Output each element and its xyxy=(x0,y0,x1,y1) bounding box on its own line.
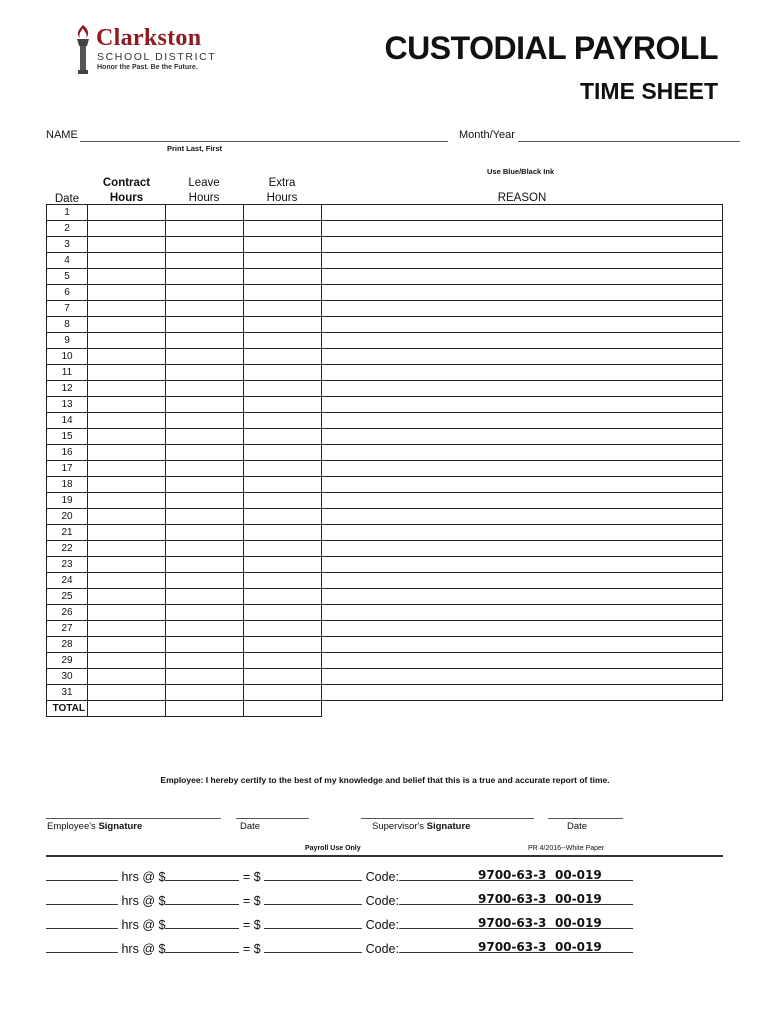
leave-header-line2: Hours xyxy=(188,192,220,204)
contract-hours-cell[interactable] xyxy=(88,557,166,573)
extra-hours-cell[interactable] xyxy=(244,477,322,493)
extra-hours-cell[interactable] xyxy=(244,381,322,397)
ink-note: Use Blue/Black Ink xyxy=(487,167,555,176)
contract-hours-cell[interactable] xyxy=(88,541,166,557)
table-row xyxy=(47,285,723,301)
payroll-use-label: Payroll Use Only xyxy=(305,845,361,852)
table-row xyxy=(47,653,723,669)
hrs-at-label: hrs @ $ xyxy=(121,870,166,884)
rate-field[interactable] xyxy=(165,894,239,905)
reason-cell[interactable] xyxy=(322,685,723,701)
extra-total-cell[interactable] xyxy=(244,701,322,717)
reason-cell[interactable] xyxy=(322,589,723,605)
day-number: 23 xyxy=(47,557,88,573)
reason-cell[interactable] xyxy=(322,541,723,557)
day-number: 29 xyxy=(47,653,88,669)
district-logo xyxy=(72,24,242,76)
leave-hours-cell[interactable] xyxy=(166,365,244,381)
day-number: 28 xyxy=(47,637,88,653)
reason-cell[interactable] xyxy=(322,269,723,285)
leave-hours-cell[interactable] xyxy=(166,477,244,493)
extra-hours-cell[interactable] xyxy=(244,333,322,349)
reason-header: REASON xyxy=(497,192,547,204)
object-code: 00-019 xyxy=(555,940,602,954)
contract-hours-cell[interactable] xyxy=(88,429,166,445)
day-number: 26 xyxy=(47,605,88,621)
rate-field[interactable] xyxy=(165,918,239,929)
reason-cell[interactable] xyxy=(322,397,723,413)
contract-total-cell[interactable] xyxy=(88,701,166,717)
table-row xyxy=(47,429,723,445)
code-label: Code: xyxy=(365,918,399,932)
object-code: 00-019 xyxy=(555,868,602,882)
reason-cell[interactable] xyxy=(322,509,723,525)
hours-field[interactable] xyxy=(46,918,118,929)
reason-cell[interactable] xyxy=(322,237,723,253)
leave-hours-cell[interactable] xyxy=(166,541,244,557)
amount-field[interactable] xyxy=(264,918,362,929)
leave-hours-cell[interactable] xyxy=(166,525,244,541)
day-number: 9 xyxy=(47,333,88,349)
leave-hours-cell[interactable] xyxy=(166,381,244,397)
code-label: Code: xyxy=(365,870,399,884)
hrs-at-label: hrs @ $ xyxy=(121,942,166,956)
hrs-at-label: hrs @ $ xyxy=(121,918,166,932)
payroll-divider xyxy=(46,855,723,857)
employee-signature-field[interactable] xyxy=(46,818,221,819)
leave-hours-cell[interactable] xyxy=(166,349,244,365)
supervisor-date-label: Date xyxy=(567,821,588,832)
contract-hours-cell[interactable] xyxy=(88,285,166,301)
name-field[interactable] xyxy=(80,141,448,142)
reason-cell[interactable] xyxy=(322,653,723,669)
extra-header-line1: Extra xyxy=(268,177,296,189)
total-row-spacer xyxy=(322,701,723,717)
rate-field[interactable] xyxy=(165,870,239,881)
time-sheet-table xyxy=(46,204,723,717)
table-row xyxy=(47,669,723,685)
table-row xyxy=(47,541,723,557)
leave-hours-cell[interactable] xyxy=(166,653,244,669)
employee-signature-label xyxy=(47,821,142,832)
table-row xyxy=(47,685,723,701)
leave-hours-header xyxy=(165,176,243,206)
equals-label: = $ xyxy=(242,894,261,908)
table-row xyxy=(47,621,723,637)
contract-hours-cell[interactable] xyxy=(88,525,166,541)
month-year-field[interactable] xyxy=(518,141,740,142)
extra-hours-cell[interactable] xyxy=(244,221,322,237)
extra-hours-cell[interactable] xyxy=(244,365,322,381)
supervisor-signature-label xyxy=(372,821,470,832)
extra-hours-cell[interactable] xyxy=(244,317,322,333)
contract-hours-header xyxy=(88,176,165,206)
table-row xyxy=(47,477,723,493)
contract-hours-cell[interactable] xyxy=(88,317,166,333)
leave-header-line1: Leave xyxy=(188,177,220,189)
hrs-at-label: hrs @ $ xyxy=(121,894,166,908)
extra-hours-cell[interactable] xyxy=(244,461,322,477)
table-row xyxy=(47,221,723,237)
leave-hours-cell[interactable] xyxy=(166,621,244,637)
leave-hours-cell[interactable] xyxy=(166,285,244,301)
hours-field[interactable] xyxy=(46,942,118,953)
amount-field[interactable] xyxy=(264,894,362,905)
amount-field[interactable] xyxy=(264,942,362,953)
total-label: TOTAL xyxy=(47,701,88,717)
object-code: 00-019 xyxy=(555,892,602,906)
day-number: 30 xyxy=(47,669,88,685)
reason-cell[interactable] xyxy=(322,333,723,349)
reason-cell[interactable] xyxy=(322,573,723,589)
contract-hours-cell[interactable] xyxy=(88,669,166,685)
reason-cell[interactable] xyxy=(322,429,723,445)
day-number: 20 xyxy=(47,509,88,525)
contract-hours-cell[interactable] xyxy=(88,397,166,413)
extra-hours-cell[interactable] xyxy=(244,653,322,669)
day-number: 13 xyxy=(47,397,88,413)
table-row xyxy=(47,573,723,589)
contract-hours-cell[interactable] xyxy=(88,653,166,669)
supervisor-date-field[interactable] xyxy=(548,818,623,819)
reason-cell[interactable] xyxy=(322,301,723,317)
leave-hours-cell[interactable] xyxy=(166,589,244,605)
name-label: NAME xyxy=(46,129,78,141)
contract-hours-cell[interactable] xyxy=(88,445,166,461)
contract-hours-cell[interactable] xyxy=(88,509,166,525)
extra-hours-cell[interactable] xyxy=(244,669,322,685)
table-row xyxy=(47,509,723,525)
date-column-header: Date xyxy=(54,193,80,205)
contract-hours-cell[interactable] xyxy=(88,493,166,509)
leave-hours-cell[interactable] xyxy=(166,669,244,685)
extra-hours-cell[interactable] xyxy=(244,285,322,301)
table-row xyxy=(47,365,723,381)
logo-name: Clarkston xyxy=(96,25,202,51)
account-code: 9700-63-3 xyxy=(478,868,547,882)
leave-total-cell[interactable] xyxy=(166,701,244,717)
hours-field[interactable] xyxy=(46,894,118,905)
day-number: 1 xyxy=(47,205,88,221)
extra-hours-cell[interactable] xyxy=(244,429,322,445)
supervisor-sig-prefix: Supervisor's xyxy=(372,821,427,832)
day-number: 12 xyxy=(47,381,88,397)
extra-hours-cell[interactable] xyxy=(244,557,322,573)
extra-hours-cell[interactable] xyxy=(244,253,322,269)
code-label: Code: xyxy=(365,894,399,908)
contract-hours-cell[interactable] xyxy=(88,461,166,477)
extra-hours-cell[interactable] xyxy=(244,445,322,461)
form-reference: PR 4/2016--White Paper xyxy=(528,845,605,852)
reason-cell[interactable] xyxy=(322,525,723,541)
contract-hours-cell[interactable] xyxy=(88,685,166,701)
day-number: 25 xyxy=(47,589,88,605)
leave-hours-cell[interactable] xyxy=(166,413,244,429)
table-row xyxy=(47,237,723,253)
leave-hours-cell[interactable] xyxy=(166,269,244,285)
table-row xyxy=(47,557,723,573)
table-row xyxy=(47,269,723,285)
leave-hours-cell[interactable] xyxy=(166,397,244,413)
reason-cell[interactable] xyxy=(322,413,723,429)
extra-hours-cell[interactable] xyxy=(244,509,322,525)
day-number: 19 xyxy=(47,493,88,509)
leave-hours-cell[interactable] xyxy=(166,205,244,221)
contract-hours-cell[interactable] xyxy=(88,237,166,253)
leave-hours-cell[interactable] xyxy=(166,557,244,573)
table-row xyxy=(47,397,723,413)
table-row xyxy=(47,413,723,429)
employee-date-label: Date xyxy=(240,821,261,832)
extra-hours-cell[interactable] xyxy=(244,685,322,701)
table-row xyxy=(47,253,723,269)
supervisor-sig-bold: Signature xyxy=(426,821,471,832)
employee-date-field[interactable] xyxy=(236,818,309,819)
extra-hours-cell[interactable] xyxy=(244,525,322,541)
table-row xyxy=(47,493,723,509)
contract-hours-cell[interactable] xyxy=(88,269,166,285)
reason-cell[interactable] xyxy=(322,605,723,621)
reason-cell[interactable] xyxy=(322,477,723,493)
day-number: 14 xyxy=(47,413,88,429)
extra-hours-cell[interactable] xyxy=(244,573,322,589)
leave-hours-cell[interactable] xyxy=(166,685,244,701)
reason-cell[interactable] xyxy=(322,637,723,653)
day-number: 15 xyxy=(47,429,88,445)
total-row xyxy=(47,701,723,717)
contract-hours-cell[interactable] xyxy=(88,365,166,381)
leave-hours-cell[interactable] xyxy=(166,333,244,349)
amount-field[interactable] xyxy=(264,870,362,881)
extra-hours-cell[interactable] xyxy=(244,589,322,605)
reason-cell[interactable] xyxy=(322,253,723,269)
leave-hours-cell[interactable] xyxy=(166,461,244,477)
extra-hours-header xyxy=(243,176,321,206)
contract-hours-cell[interactable] xyxy=(88,349,166,365)
day-number: 21 xyxy=(47,525,88,541)
leave-hours-cell[interactable] xyxy=(166,253,244,269)
reason-cell[interactable] xyxy=(322,365,723,381)
leave-hours-cell[interactable] xyxy=(166,605,244,621)
name-hint: Print Last, First xyxy=(167,144,223,153)
reason-cell[interactable] xyxy=(322,221,723,237)
leave-hours-cell[interactable] xyxy=(166,301,244,317)
equals-label: = $ xyxy=(242,918,261,932)
contract-hours-cell[interactable] xyxy=(88,637,166,653)
day-number: 22 xyxy=(47,541,88,557)
table-row xyxy=(47,637,723,653)
reason-cell[interactable] xyxy=(322,317,723,333)
day-number: 17 xyxy=(47,461,88,477)
account-code: 9700-63-3 xyxy=(478,892,547,906)
reason-cell[interactable] xyxy=(322,285,723,301)
leave-hours-cell[interactable] xyxy=(166,317,244,333)
contract-hours-cell[interactable] xyxy=(88,205,166,221)
extra-hours-cell[interactable] xyxy=(244,605,322,621)
reason-cell[interactable] xyxy=(322,669,723,685)
contract-header-line1: Contract xyxy=(102,177,151,189)
contract-hours-cell[interactable] xyxy=(88,605,166,621)
extra-header-line2: Hours xyxy=(266,192,298,204)
contract-hours-cell[interactable] xyxy=(88,301,166,317)
employee-sig-bold: Signature xyxy=(98,821,143,832)
hours-field[interactable] xyxy=(46,870,118,881)
day-number: 27 xyxy=(47,621,88,637)
account-code: 9700-63-3 xyxy=(478,916,547,930)
table-row xyxy=(47,349,723,365)
account-code: 9700-63-3 xyxy=(478,940,547,954)
contract-hours-cell[interactable] xyxy=(88,589,166,605)
contract-hours-cell[interactable] xyxy=(88,573,166,589)
reason-cell[interactable] xyxy=(322,205,723,221)
torch-icon xyxy=(72,24,94,76)
month-year-label: Month/Year xyxy=(459,129,515,141)
reason-cell[interactable] xyxy=(322,621,723,637)
extra-hours-cell[interactable] xyxy=(244,397,322,413)
contract-hours-cell[interactable] xyxy=(88,477,166,493)
logo-subtitle: SCHOOL DISTRICT xyxy=(97,51,217,63)
leave-hours-cell[interactable] xyxy=(166,493,244,509)
extra-hours-cell[interactable] xyxy=(244,205,322,221)
leave-hours-cell[interactable] xyxy=(166,445,244,461)
day-number: 31 xyxy=(47,685,88,701)
contract-hours-cell[interactable] xyxy=(88,333,166,349)
day-number: 11 xyxy=(47,365,88,381)
leave-hours-cell[interactable] xyxy=(166,637,244,653)
contract-hours-cell[interactable] xyxy=(88,221,166,237)
day-number: 2 xyxy=(47,221,88,237)
extra-hours-cell[interactable] xyxy=(244,269,322,285)
table-row xyxy=(47,333,723,349)
table-row xyxy=(47,589,723,605)
day-number: 4 xyxy=(47,253,88,269)
table-row xyxy=(47,445,723,461)
leave-hours-cell[interactable] xyxy=(166,509,244,525)
equals-label: = $ xyxy=(242,942,261,956)
reason-cell[interactable] xyxy=(322,493,723,509)
logo-tagline: Honor the Past. Be the Future. xyxy=(97,64,198,71)
day-number: 16 xyxy=(47,445,88,461)
reason-cell[interactable] xyxy=(322,445,723,461)
reason-cell[interactable] xyxy=(322,349,723,365)
table-row xyxy=(47,461,723,477)
day-number: 6 xyxy=(47,285,88,301)
contract-hours-cell[interactable] xyxy=(88,381,166,397)
contract-hours-cell[interactable] xyxy=(88,621,166,637)
extra-hours-cell[interactable] xyxy=(244,413,322,429)
table-row xyxy=(47,301,723,317)
table-row xyxy=(47,525,723,541)
day-number: 10 xyxy=(47,349,88,365)
extra-hours-cell[interactable] xyxy=(244,637,322,653)
day-number: 24 xyxy=(47,573,88,589)
reason-cell[interactable] xyxy=(322,461,723,477)
contract-hours-cell[interactable] xyxy=(88,413,166,429)
day-number: 7 xyxy=(47,301,88,317)
contract-hours-cell[interactable] xyxy=(88,253,166,269)
table-row xyxy=(47,317,723,333)
extra-hours-cell[interactable] xyxy=(244,621,322,637)
reason-cell[interactable] xyxy=(322,381,723,397)
supervisor-signature-field[interactable] xyxy=(361,818,534,819)
extra-hours-cell[interactable] xyxy=(244,301,322,317)
extra-hours-cell[interactable] xyxy=(244,541,322,557)
contract-header-line2: Hours xyxy=(109,192,144,204)
extra-hours-cell[interactable] xyxy=(244,493,322,509)
rate-field[interactable] xyxy=(165,942,239,953)
leave-hours-cell[interactable] xyxy=(166,429,244,445)
day-number: 8 xyxy=(47,317,88,333)
leave-hours-cell[interactable] xyxy=(166,237,244,253)
table-row xyxy=(47,381,723,397)
leave-hours-cell[interactable] xyxy=(166,573,244,589)
table-row xyxy=(47,205,723,221)
object-code: 00-019 xyxy=(555,916,602,930)
day-number: 5 xyxy=(47,269,88,285)
equals-label: = $ xyxy=(242,870,261,884)
extra-hours-cell[interactable] xyxy=(244,349,322,365)
code-label: Code: xyxy=(365,942,399,956)
reason-cell[interactable] xyxy=(322,557,723,573)
day-number: 3 xyxy=(47,237,88,253)
day-number: 18 xyxy=(47,477,88,493)
certification-text: Employee: I hereby certify to the best of my knowledge and belief that this is a true and accurate report of time. xyxy=(160,775,610,785)
leave-hours-cell[interactable] xyxy=(166,221,244,237)
page-subtitle: TIME SHEET xyxy=(579,78,718,104)
employee-sig-prefix: Employee's xyxy=(47,821,99,832)
table-row xyxy=(47,605,723,621)
page-title: CUSTODIAL PAYROLL xyxy=(384,30,718,66)
extra-hours-cell[interactable] xyxy=(244,237,322,253)
